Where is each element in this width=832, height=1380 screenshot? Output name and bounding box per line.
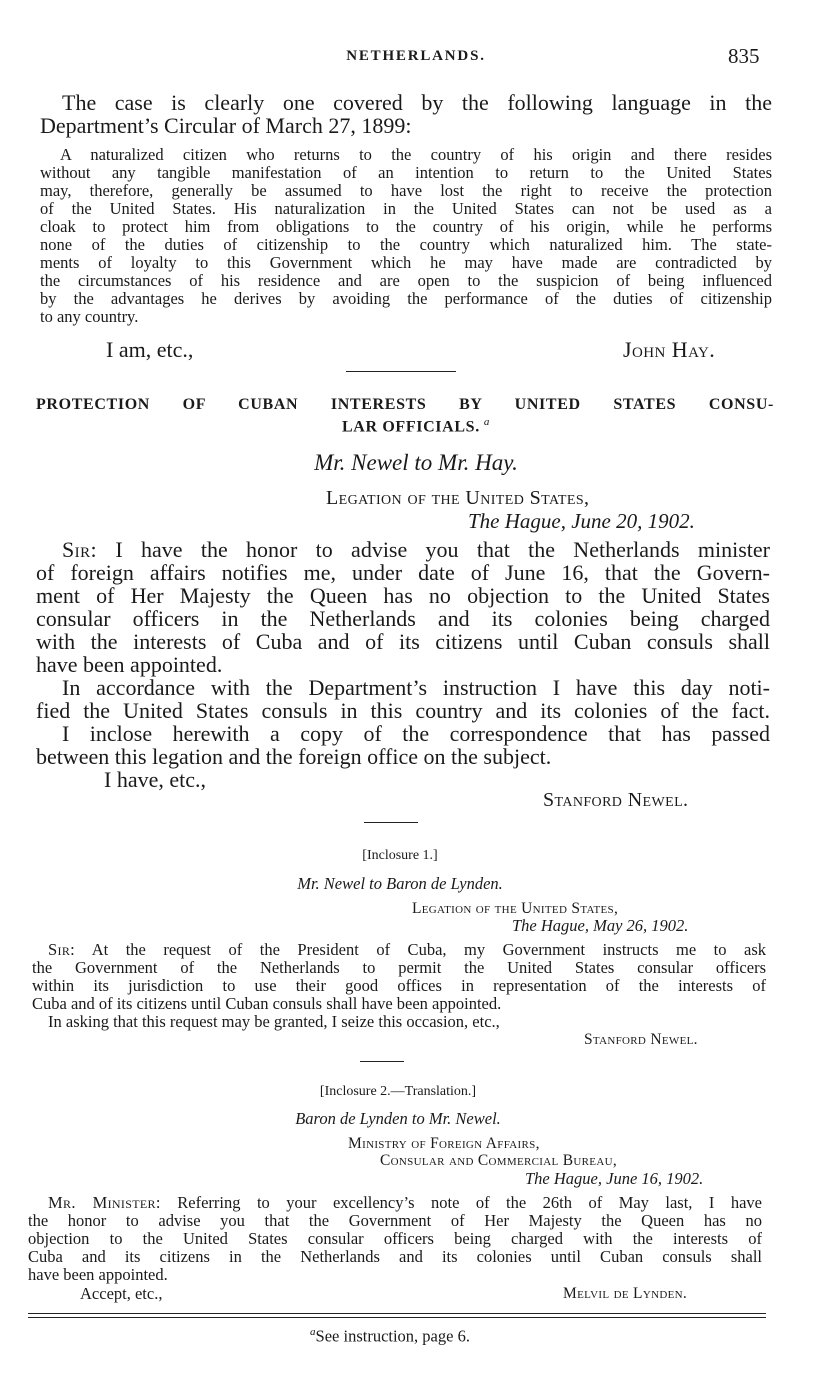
footnote-rule <box>28 1313 766 1314</box>
quote-line: none of the duties of citizenship to the country which naturalized him. The state- <box>40 235 772 254</box>
inclosure1-salutation: Sir: <box>48 940 76 959</box>
footnote-ref-a[interactable]: a <box>483 416 490 428</box>
inclosure2-heading: Baron de Lynden to Mr. Newel. <box>295 1109 501 1128</box>
inclosure1-heading: Mr. Newel to Baron de Lynden. <box>297 874 503 893</box>
inclosure1-line: Cuba and of its citizens until Cuban consuls shall have been appointed. <box>32 994 502 1013</box>
page-number: 835 <box>728 44 760 68</box>
section-divider <box>346 371 456 372</box>
section-title-line-2-wrap <box>0 416 832 436</box>
inclosure1-line: At the request of the President of Cuba, my Government instructs me to ask <box>91 940 766 959</box>
inclosure2-line: the honor to advise you that the Government of Her Majesty the Queen has no <box>28 1211 762 1230</box>
letter1-para1-line: consular officers in the Netherlands and its colonies being charged <box>36 606 770 631</box>
hay-signature: John Hay. <box>623 337 716 362</box>
footnote-text: See instruction, page 6. <box>315 1326 470 1346</box>
letter1-signature: Stanford Newel. <box>543 789 689 811</box>
quote-line: of the United States. His naturalization in the United States can not be used as a <box>40 199 772 218</box>
running-title: NETHERLANDS. <box>346 48 486 64</box>
divider <box>360 1061 404 1062</box>
section-title-line-2: LAR OFFICIALS. <box>341 418 480 436</box>
letter1-para1-line: I have the honor to advise you that the Netherlands minister <box>115 537 770 562</box>
divider <box>364 822 418 823</box>
letter1-para1-line: with the interests of Cuba and of its citizens until Cuban consuls shall <box>36 629 770 654</box>
quote-line: without any tangible manifestation of an intention to return to the United States <box>40 163 772 182</box>
inclosure2-line: have been appointed. <box>28 1265 168 1284</box>
inclosure1-signature: Stanford Newel. <box>584 1031 698 1048</box>
quote-line: ments of loyalty to this Government which he may have made are contradicted by <box>40 253 772 272</box>
footnote <box>0 1326 780 1347</box>
inclosure1-label: [Inclosure 1.] <box>362 848 438 863</box>
footnote-rule <box>28 1317 766 1318</box>
quote-line: the circumstances of his residence and are open to the suspicion of being influenced <box>40 271 772 290</box>
letter1-dateline: The Hague, June 20, 1902. <box>468 509 695 533</box>
footnote-marker: a <box>310 1326 316 1338</box>
letter1-closing: I have, etc., <box>104 767 206 792</box>
letter1-para1-line: of foreign affairs notifies me, under date of June 16, that the Govern- <box>36 560 770 585</box>
letter1-place: Legation of the United States, <box>326 487 590 509</box>
letter1-para2-line: In accordance with the Department’s instruction I have this day noti- <box>62 675 770 700</box>
inclosure2-line: objection to the United States consular officers being charged with the interests of <box>28 1229 762 1248</box>
letter1-heading: Mr. Newel to Mr. Hay. <box>314 450 518 475</box>
inclosure1-first-line <box>48 941 766 959</box>
letter1-para3-line: I inclose herewith a copy of the correspondence that has passed <box>62 721 770 746</box>
inclosure2-line: Cuba and its citizens in the Netherlands and its colonies until Cuban consuls shall <box>28 1247 762 1266</box>
inclosure2-label: [Inclosure 2.—Translation.] <box>319 1084 477 1099</box>
inclosure2-signature: Melvil de Lynden. <box>563 1285 688 1302</box>
inclosure2-dateline: The Hague, June 16, 1902. <box>525 1169 704 1188</box>
inclosure2-line: Referring to your excellency’s note of the 26th of May last, I have <box>177 1193 763 1212</box>
inclosure1-place: Legation of the United States, <box>412 900 619 917</box>
quote-line: may, therefore, generally be assumed to have lost the right to receive the protection <box>40 181 772 200</box>
section-title-line-1: PROTECTION OF CUBAN INTERESTS BY UNITED STATES CONSU- <box>36 396 774 413</box>
inclosure2-closing: Accept, etc., <box>80 1284 163 1303</box>
inclosure1-line: the Government of the Netherlands to permit the United States consular officers <box>32 958 766 977</box>
inclosure1-line: within its jurisdiction to use their good offices in representation of the interests of <box>32 976 766 995</box>
letter1-para3-line: between this legation and the foreign office on the subject. <box>36 744 552 769</box>
quote-line: to any country. <box>40 307 139 326</box>
inclosure2-place-1: Ministry of Foreign Affairs, <box>348 1135 540 1152</box>
letter1-para1-first <box>62 538 770 561</box>
letter1-para1-line: ment of Her Majesty the Queen has no objection to the United States <box>36 583 770 608</box>
letter1-para2-line: fied the United States consuls in this country and its colonies of the fact. <box>36 698 770 723</box>
intro-line-2: Department’s Circular of March 27, 1899: <box>40 113 412 138</box>
hay-closing: I am, etc., <box>106 337 194 362</box>
letter1-para1-line: have been appointed. <box>36 652 223 677</box>
letter1-salutation: Sir: <box>62 537 98 562</box>
quote-line: by the advantages he derives by avoiding the performance of the duties of citizenship <box>40 289 772 308</box>
inclosure1-dateline: The Hague, May 26, 1902. <box>512 916 689 935</box>
inclosure2-first-line <box>48 1194 762 1212</box>
inclosure2-place-2: Consular and Commercial Bureau, <box>380 1152 618 1169</box>
inclosure1-para2: In asking that this request may be granted, I seize this occasion, etc., <box>48 1012 500 1031</box>
inclosure2-salutation: Mr. Minister: <box>48 1193 161 1212</box>
intro-line-1: The case is clearly one covered by the following language in the <box>62 90 772 115</box>
quote-line: A naturalized citizen who returns to the country of his origin and there resides <box>60 145 772 164</box>
quote-line: cloak to protect him from obligations to the country of his origin, while he performs <box>40 217 772 236</box>
